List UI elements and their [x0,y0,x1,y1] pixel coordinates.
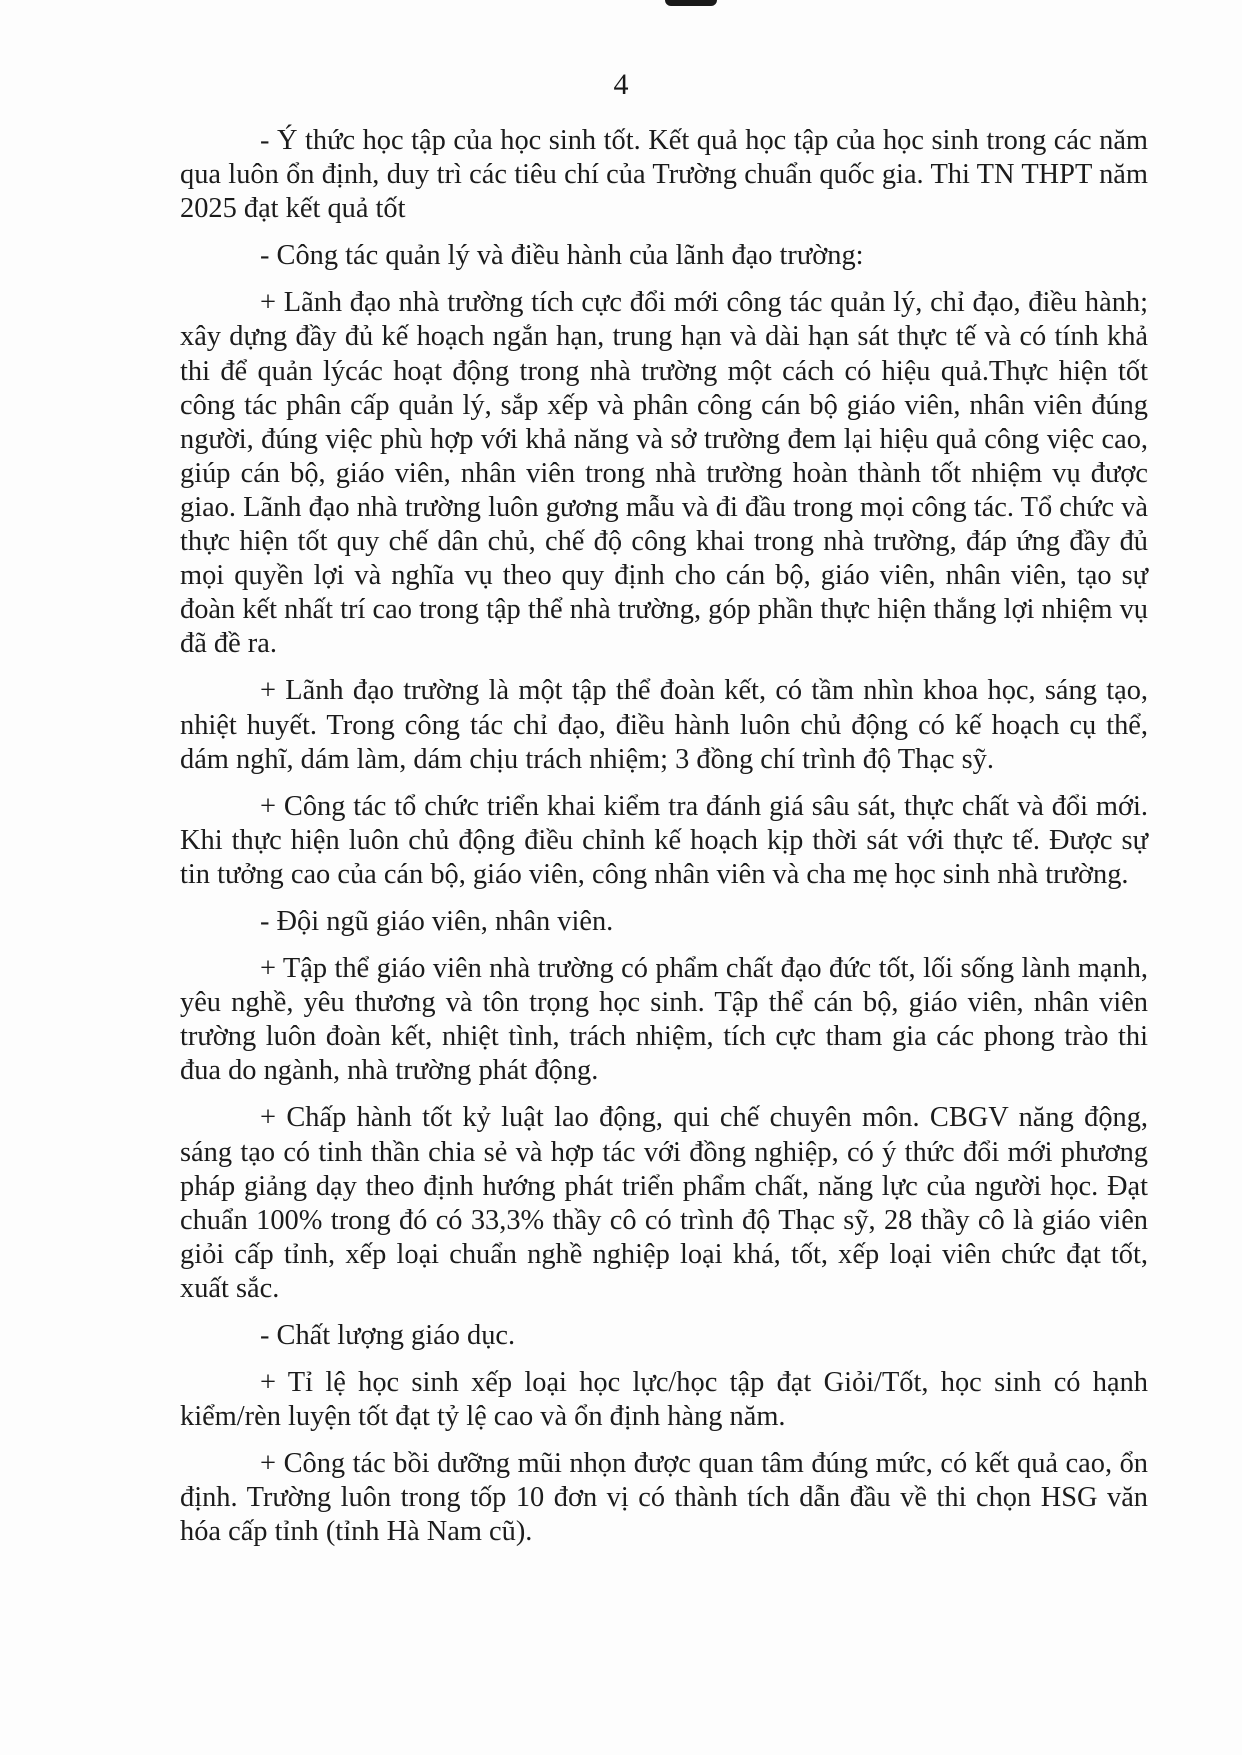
page-number: 4 [613,68,629,101]
paragraph-quality-gifted: + Công tác bồi dưỡng mũi nhọn được quan tâm đúng mức, có kết quả cao, ổn định. Trường luôn trong tốp 10 đơn vị có thành tích dẫn đầu về thi chọn HSG văn hóa cấp tỉnh (tỉnh Hà Nam cũ). [180,1448,1148,1548]
paragraph-staff-discipline: + Chấp hành tốt kỷ luật lao động, qui chế chuyên môn. CBGV năng động, sáng tạo có tinh thần chia sẻ và hợp tác với đồng nghiệp, có ý thức đổi mới phương pháp giảng dạy theo định hướng phát triển phẩm chất, năng lực của người học. Đạt chuẩn 100% trong đó có 33,3% thầy cô có trình độ Thạc sỹ, 28 thầy cô là giáo viên giỏi cấp tỉnh, xếp loại chuẩn nghề nghiệp loại khá, tốt, xếp loại viên chức đạt tốt, xuất sắc. [180,1102,1148,1304]
paragraph-inspection: + Công tác tổ chức triển khai kiểm tra đánh giá sâu sát, thực chất và đổi mới. Khi thực hiện luôn chủ động điều chỉnh kế hoạch kịp thời sát với thực tế. Được sự tin tưởng cao của cán bộ, giáo viên, công nhân viên và cha mẹ học sinh nhà trường. [180,790,1148,890]
paragraph-quality-rates: + Tỉ lệ học sinh xếp loại học lực/học tập đạt Giỏi/Tốt, học sinh có hạnh kiểm/rèn luyện tốt đạt tỷ lệ cao và ổn định hàng năm. [180,1367,1148,1433]
paragraph-leadership-management: + Lãnh đạo nhà trường tích cực đổi mới công tác quản lý, chỉ đạo, điều hành; xây dựng đầy đủ kế hoạch ngắn hạn, trung hạn và dài hạn sát thực tế và có tính khả thi để quản lýcác hoạt động trong nhà trường một cách có hiệu quả.Thực hiện tốt công tác phân cấp quản lý, sắp xếp và phân công cán bộ giáo viên, nhân viên đúng người, đúng việc phù hợp với khả năng và sở trường đem lại hiệu quả công việc cao, giúp cán bộ, giáo viên, nhân viên trong nhà trường hoàn thành tốt nhiệm vụ được giao. Lãnh đạo nhà trường luôn gương mẫu và đi đầu trong mọi công tác. Tổ chức và thực hiện tốt quy chế dân chủ, chế độ công khai trong nhà trường, đáp ứng đầy đủ mọi quyền lợi và nghĩa vụ theo quy định cho cán bộ, giáo viên, nhân viên, tạo sự đoàn kết nhất trí cao trong tập thể nhà trường, góp phần thực hiện thắng lợi nhiệm vụ đã đề ra. [180,287,1148,660]
paragraph-staff-ethics: + Tập thể giáo viên nhà trường có phẩm chất đạo đức tốt, lối sống lành mạnh, yêu nghề, yêu thương và tôn trọng học sinh. Tập thể cán bộ, giáo viên, nhân viên trường luôn đoàn kết, nhiệt tình, trách nhiệm, tích cực tham gia các phong trào thi đua do ngành, nhà trường phát động. [180,953,1148,1087]
paragraph-leadership-unity: + Lãnh đạo trường là một tập thể đoàn kết, có tầm nhìn khoa học, sáng tạo, nhiệt huyết. Trong công tác chỉ đạo, điều hành luôn chủ động có kế hoạch cụ thể, dám nghĩ, dám làm, dám chịu trách nhiệm; 3 đồng chí trình độ Thạc sỹ. [180,675,1148,775]
paragraph-quality-heading: - Chất lượng giáo dục. [260,1320,516,1351]
scan-binding-mark [665,0,717,6]
paragraph-staff-heading: - Đội ngũ giáo viên, nhân viên. [260,905,614,937]
document-body [180,124,1148,1563]
paragraph-student-attitude: - Ý thức học tập của học sinh tốt. Kết quả học tập của học sinh trong các năm qua luôn ổn định, duy trì các tiêu chí của Trường chuẩn quốc gia. Thi TN THPT năm 2025 đạt kết quả tốt [180,125,1148,225]
paragraph-leadership-heading: - Công tác quản lý và điều hành của lãnh đạo trường: [260,240,864,272]
